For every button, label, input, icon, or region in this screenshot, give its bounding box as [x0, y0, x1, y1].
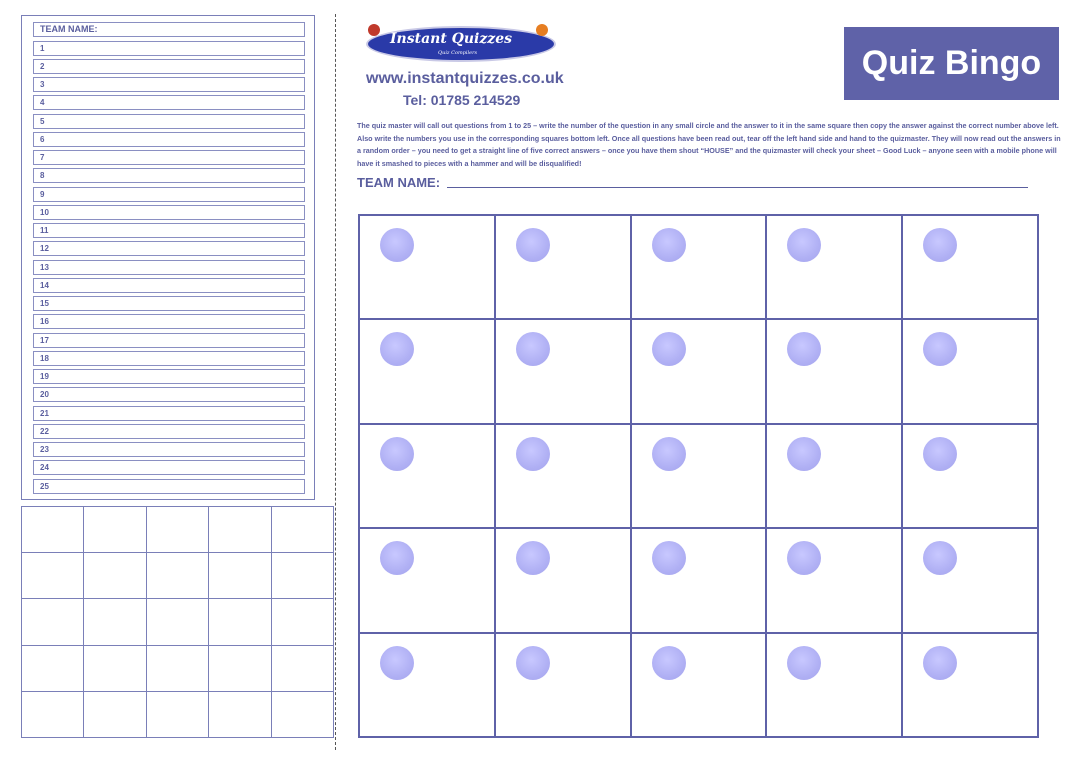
logo-text: Instant Quizzes — [390, 31, 513, 47]
answer-row-number: 10 — [40, 207, 49, 217]
numbers-grid-cell[interactable] — [272, 553, 334, 599]
question-number-circle[interactable] — [923, 541, 957, 575]
bingo-square[interactable] — [632, 320, 768, 424]
numbers-grid-cell[interactable] — [147, 599, 209, 645]
answer-row-number: 11 — [40, 226, 49, 235]
bingo-square[interactable] — [767, 634, 903, 738]
question-number-circle[interactable] — [787, 541, 821, 575]
team-name-label: TEAM NAME: — [357, 175, 441, 190]
answer-row-number: 16 — [40, 317, 49, 327]
bingo-square[interactable] — [903, 529, 1039, 633]
question-number-circle[interactable] — [516, 541, 550, 575]
numbers-grid — [21, 506, 334, 738]
instructions-text: The quiz master will call out questions from 1 to 25 – write the number of the question in any small circle and the answer to it in the same square then copy the answer against the correct number above left. Also write the numbers you use in the corresponding squares bottom left. Once all questions have been read out, tear off the left hand side and hand to the quizmaster. They will now read out the answers in a random order – you need to get a straight line of five correct answers – once you have them shout “HOUSE” and the quizmaster will check your sheet – Good Luck – anyone seen with a mobile phone will have it smashed to pieces with a hammer and will be disqualified! — [357, 121, 1061, 168]
numbers-grid-cell[interactable] — [147, 553, 209, 599]
telephone-number: Tel: 01785 214529 — [403, 92, 521, 108]
bingo-square[interactable] — [496, 425, 632, 529]
answer-row-number: 3 — [40, 80, 45, 89]
answer-row-number: 22 — [40, 426, 49, 436]
answer-row-number: 4 — [40, 98, 45, 108]
question-number-circle[interactable] — [380, 437, 414, 471]
question-number-circle[interactable] — [787, 332, 821, 366]
answer-sheet — [21, 15, 315, 500]
numbers-grid-cell[interactable] — [209, 646, 271, 692]
answer-row[interactable] — [33, 442, 305, 457]
bingo-square[interactable] — [903, 634, 1039, 738]
answer-row-number: 12 — [40, 244, 49, 254]
numbers-grid-cell[interactable] — [147, 646, 209, 692]
page-title: Quiz Bingo — [844, 27, 1059, 100]
answer-row[interactable] — [33, 150, 305, 165]
answer-row-number: 17 — [40, 335, 49, 345]
numbers-grid-cell[interactable] — [209, 599, 271, 645]
numbers-grid-cell[interactable] — [209, 507, 271, 553]
bingo-square[interactable] — [632, 425, 768, 529]
question-number-circle[interactable] — [923, 228, 957, 262]
logo-figure-right-icon — [536, 24, 548, 36]
bingo-square[interactable] — [767, 425, 903, 529]
question-number-circle[interactable] — [652, 228, 686, 262]
answer-row[interactable] — [33, 278, 305, 293]
answer-row-number: 23 — [40, 445, 49, 454]
bingo-square[interactable] — [632, 634, 768, 738]
answer-row[interactable] — [33, 41, 305, 56]
answer-row-number: 2 — [40, 61, 45, 71]
answer-row[interactable] — [33, 460, 305, 475]
question-number-circle[interactable] — [516, 332, 550, 366]
answer-row[interactable] — [33, 314, 305, 329]
answer-row-number: 19 — [40, 372, 49, 381]
question-number-circle[interactable] — [516, 437, 550, 471]
bingo-square[interactable] — [767, 529, 903, 633]
question-number-circle[interactable] — [380, 541, 414, 575]
question-number-circle[interactable] — [787, 228, 821, 262]
answer-row-number: 6 — [40, 134, 45, 144]
answer-row[interactable] — [33, 205, 305, 220]
bingo-square[interactable] — [903, 425, 1039, 529]
numbers-grid-cell[interactable] — [22, 599, 84, 645]
bingo-square[interactable] — [360, 634, 496, 738]
question-number-circle[interactable] — [380, 646, 414, 680]
numbers-grid-cell[interactable] — [84, 646, 146, 692]
question-number-circle[interactable] — [652, 332, 686, 366]
question-number-circle[interactable] — [923, 332, 957, 366]
answer-row-number: 7 — [40, 153, 45, 162]
answer-row[interactable] — [33, 479, 305, 494]
answer-row-number: 18 — [40, 353, 49, 363]
numbers-grid-cell[interactable] — [209, 553, 271, 599]
numbers-grid-cell[interactable] — [147, 692, 209, 738]
answer-row-number: 20 — [40, 390, 49, 400]
answer-row-number: 25 — [40, 481, 49, 491]
numbers-grid-cell[interactable] — [22, 692, 84, 738]
answer-row[interactable] — [33, 114, 305, 129]
bingo-square[interactable] — [360, 425, 496, 529]
answer-row-number: 1 — [40, 43, 45, 53]
bingo-square[interactable] — [360, 216, 496, 320]
bingo-square[interactable] — [903, 216, 1039, 320]
answer-row-number: 9 — [40, 189, 45, 199]
numbers-grid-cell[interactable] — [84, 553, 146, 599]
bingo-square[interactable] — [496, 634, 632, 738]
bingo-square[interactable] — [903, 320, 1039, 424]
question-number-circle[interactable] — [652, 437, 686, 471]
numbers-grid-cell[interactable] — [22, 646, 84, 692]
question-number-circle[interactable] — [516, 228, 550, 262]
bingo-square[interactable] — [767, 216, 903, 320]
answer-row-number: 13 — [40, 262, 49, 272]
numbers-grid-cell[interactable] — [272, 692, 334, 738]
answer-row[interactable] — [33, 187, 305, 202]
tear-off-line — [335, 14, 336, 750]
bingo-square[interactable] — [360, 529, 496, 633]
question-number-circle[interactable] — [652, 646, 686, 680]
question-number-circle[interactable] — [923, 646, 957, 680]
answer-row[interactable] — [33, 296, 305, 311]
answer-row-number: 21 — [40, 408, 49, 418]
question-number-circle[interactable] — [380, 332, 414, 366]
numbers-grid-cell[interactable] — [272, 507, 334, 553]
answer-row[interactable] — [33, 333, 305, 348]
bingo-square[interactable] — [767, 320, 903, 424]
question-number-circle[interactable] — [516, 646, 550, 680]
answer-row[interactable] — [33, 369, 305, 384]
answer-row-number: 8 — [40, 171, 45, 181]
answer-row[interactable] — [33, 223, 305, 238]
question-number-circle[interactable] — [787, 646, 821, 680]
question-number-circle[interactable] — [380, 228, 414, 262]
numbers-grid-cell[interactable] — [209, 692, 271, 738]
question-number-circle[interactable] — [652, 541, 686, 575]
numbers-grid-cell[interactable] — [272, 646, 334, 692]
answer-row[interactable] — [33, 260, 305, 275]
answer-row-number: 15 — [40, 299, 49, 308]
answer-row-number: 14 — [40, 280, 49, 290]
numbers-grid-cell[interactable] — [22, 507, 84, 553]
answer-team-name-label: TEAM NAME: — [40, 24, 98, 34]
answer-row[interactable] — [33, 168, 305, 183]
bingo-square[interactable] — [496, 529, 632, 633]
answer-row[interactable] — [33, 241, 305, 256]
instant-quizzes-logo — [366, 22, 558, 64]
answer-team-name-field[interactable] — [33, 22, 305, 37]
question-number-circle[interactable] — [787, 437, 821, 471]
answer-row[interactable] — [33, 406, 305, 421]
answer-row[interactable] — [33, 424, 305, 439]
answer-row[interactable] — [33, 387, 305, 402]
website-link[interactable]: www.instantquizzes.co.uk — [366, 70, 564, 87]
answer-row[interactable] — [33, 351, 305, 366]
team-name-field[interactable] — [447, 187, 1028, 188]
bingo-square[interactable] — [632, 529, 768, 633]
numbers-grid-cell[interactable] — [84, 599, 146, 645]
bingo-square[interactable] — [632, 216, 768, 320]
answer-row-number: 5 — [40, 116, 45, 126]
numbers-grid-cell[interactable] — [22, 553, 84, 599]
answer-row[interactable] — [33, 77, 305, 92]
logo-figure-left-icon — [368, 24, 380, 36]
answer-row[interactable] — [33, 59, 305, 74]
bingo-grid — [358, 214, 1039, 738]
numbers-grid-cell[interactable] — [84, 692, 146, 738]
numbers-grid-cell[interactable] — [147, 507, 209, 553]
question-number-circle[interactable] — [923, 437, 957, 471]
numbers-grid-cell[interactable] — [84, 507, 146, 553]
numbers-grid-cell[interactable] — [272, 599, 334, 645]
answer-row-number: 24 — [40, 463, 49, 473]
bingo-square[interactable] — [496, 216, 632, 320]
logo-subtext: Quiz Compilers — [438, 50, 478, 56]
bingo-square[interactable] — [360, 320, 496, 424]
answer-row[interactable] — [33, 95, 305, 110]
answer-row[interactable] — [33, 132, 305, 147]
bingo-square[interactable] — [496, 320, 632, 424]
